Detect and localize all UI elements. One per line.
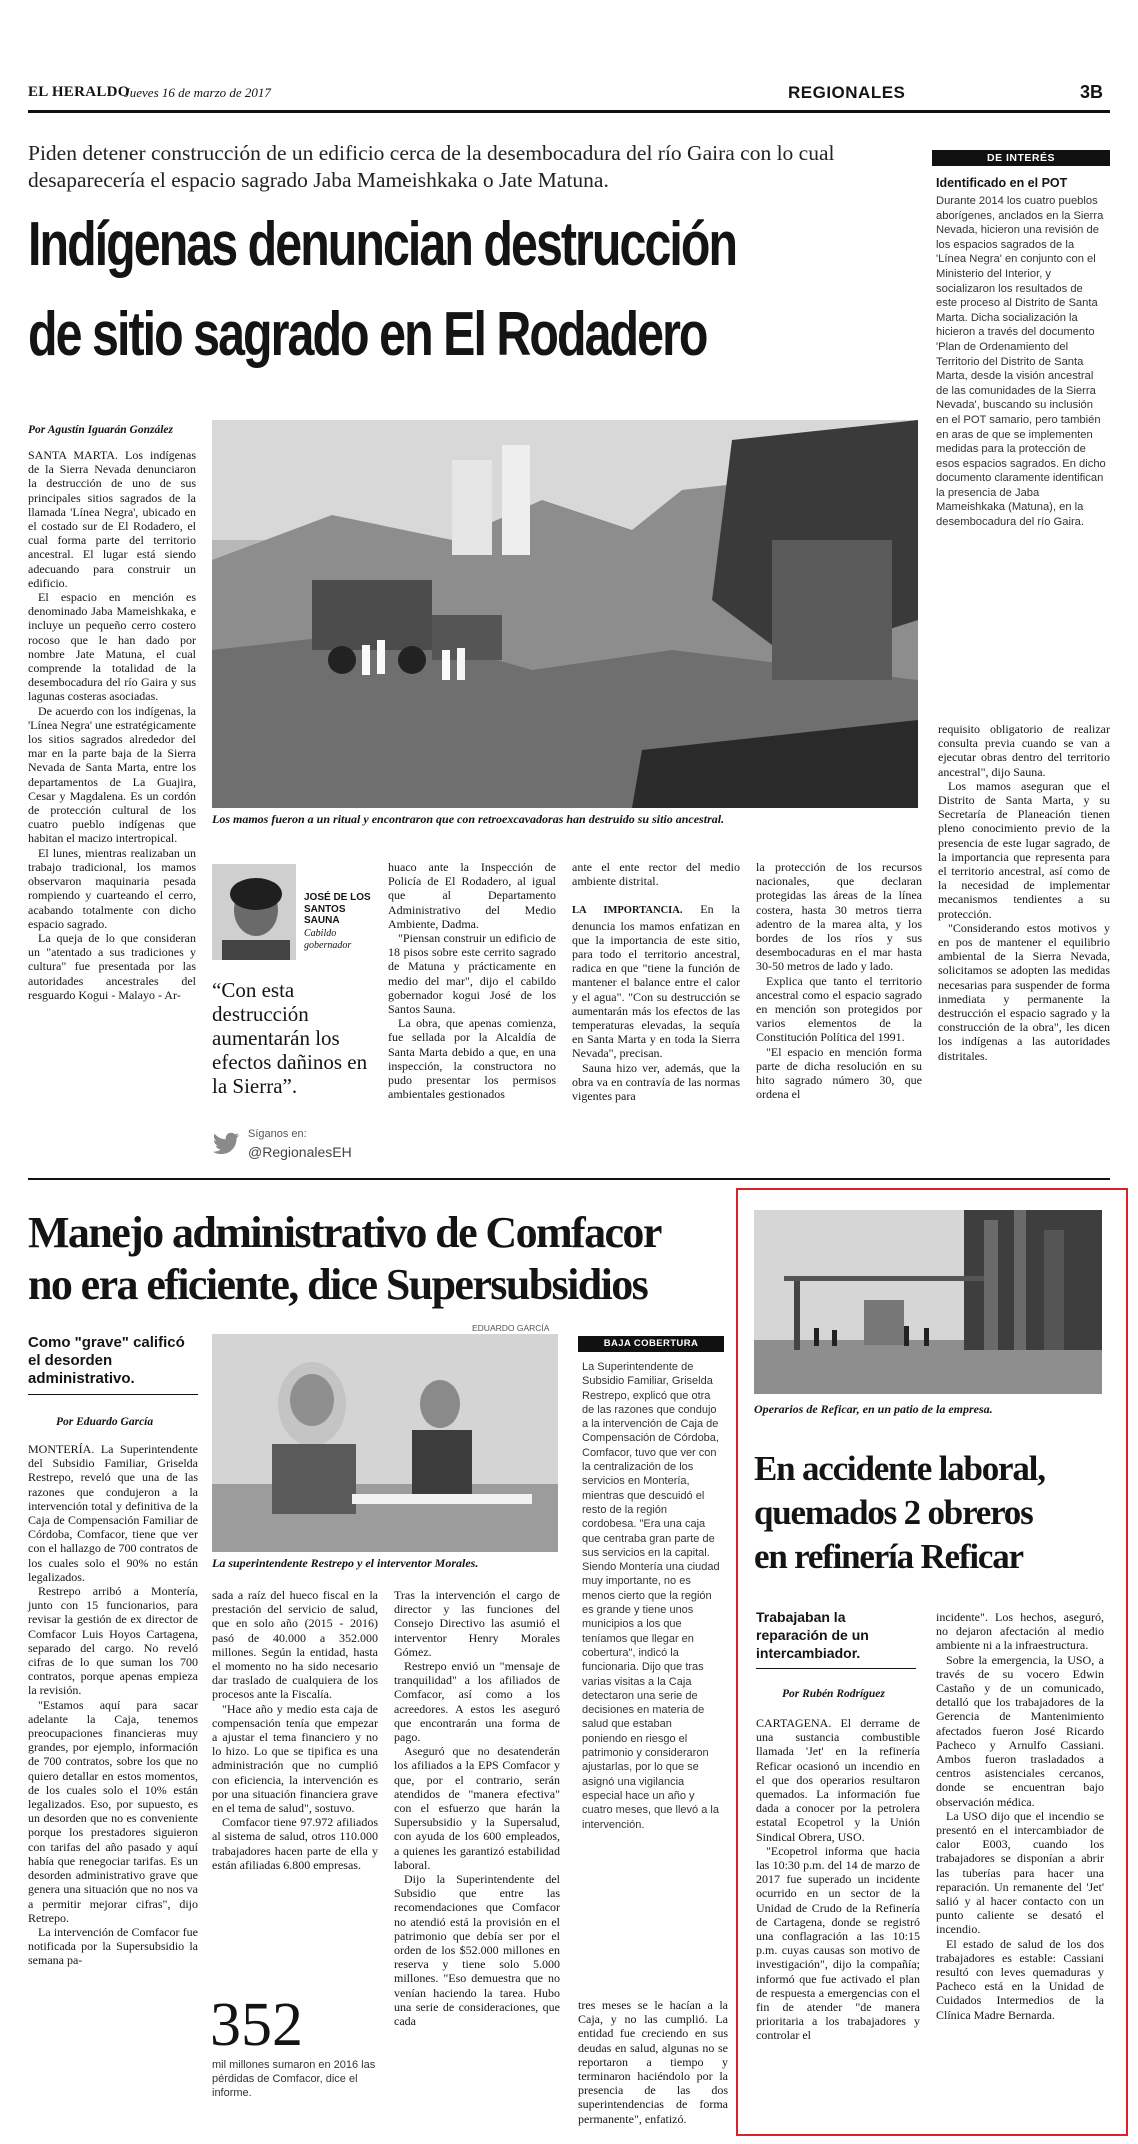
- sidebar-box: [932, 150, 1110, 680]
- story1-column-5: [756, 860, 922, 1101]
- sidebar-label: DE INTERÉS: [932, 150, 1110, 166]
- story1-para: Explica que tanto el territorio ancestral como el espacio sagrado en mención son protegidos por varios elementos de la Constitución Política del 1991.: [756, 973, 922, 1045]
- story1-para: "Considerando estos motivos y en pos de mantener el equilibrio ambiental de la Sierra Nevada, solicitamos se adopten las medidas necesarias para suspender de forma inmediata y permanente la destrucción el espacio sagrado y la construcción de la obra", les dicen los indígenas a las autoridades distritales.: [938, 920, 1110, 1063]
- story2-headline-line2: no era eficiente, dice Supersubsidios: [28, 1260, 648, 1309]
- story2-para: tres meses se le hacían a la Caja, y no las cumplió. La entidad fue creciendo en sus deudas en salud, algunas no se reportaron a tiempo y terminaron haciéndolo por la presencia de las dos superintendencias de forma permanente", enfatizó.: [578, 1998, 728, 2126]
- story3-column-2: [936, 1610, 1104, 2022]
- section-name: REGIONALES: [788, 83, 906, 102]
- story2-para: Restrepo envió un "mensaje de tranquilidad" a los afiliados de Comfacor, así como a los acreedores. A estos les aseguró que encontrarán una forma de pago.: [394, 1659, 560, 1745]
- story2-deck: Como "grave" calificó el desorden administrativo.: [28, 1334, 185, 1387]
- sidebar-text: Durante 2014 los cuatro pueblos aborígenes, anclados en la Sierra Nevada, hicieron una revisión de los espacios sagrados de la 'Línea Negra' en conjunto con el Ministerio del Interior, y socializaron los resultados de este proceso al Distrito de Santa Marta. Dicha socialización la hicieron a través del documento 'Plan de Ordenamiento del Territorio del Distrito de Santa Marta, desde la visión ancestral de las comunidades de la Sierra Nevada', buscando su inclusión en el POT samario, pero también en aras de que se implementen medidas para la protección de esos espacios sagrados. En dicho documento claramente identifican la presencia de Jaba Mameishkaka (Matuna), en la desembocadura del río Gaira.: [936, 195, 1106, 529]
- quote-speaker-role: Cabildo gobernador: [304, 928, 352, 951]
- story3-column-1: [756, 1716, 920, 2043]
- deck-rule: [756, 1668, 916, 1669]
- sidebar-title: Identificado en el POT: [936, 176, 1068, 190]
- header-rule: [28, 110, 1110, 113]
- story1-headline-line1: Indígenas denuncian destrucción: [28, 210, 737, 279]
- info-box-text: La Superintendente de Subsidio Familiar, Griselda Restrepo, explicó que otra de las razones que condujo a la intervención de Caja de Compensación de Córdoba, Comfacor, tuvo que ver con la centralización de los servicios en Montería, mientras que descuidó el resto de la región cordobesa. "Era una caja que centraba gran parte de sus servicios en la capital. Siendo Montería una ciudad muy importante, no es menos cierto que la región es grande y tiene unos municipios a los que teníamos que llegar en cobertura", indicó la funcionaria. Dijo que tras varias visitas a la Caja detectaron una serie de decisiones en materia de salud que estaban poniendo en riesgo el patrimonio y consideraron ajustarlas, por lo que se asignó una vigilancia especial hace un año y cuatro meses, que llevó a la intervención.: [582, 1361, 720, 1831]
- story3-deck: Trabajaban la reparación de un intercambiador.: [756, 1609, 869, 1661]
- story3-photo: [754, 1210, 1102, 1394]
- story3-headline: [754, 1448, 1104, 1598]
- story2-column-3: [394, 1588, 560, 2028]
- story-divider: [28, 1178, 1110, 1180]
- story1-column-3: [388, 860, 556, 1101]
- story1-headline-line2: de sitio sagrado en El Rodadero: [28, 300, 707, 369]
- story1-para: El lunes, mientras realizaban un trabajo tradicional, los mamos observaron maquinaria pesada rompiendo y cuarteando el cerro, acabando totalmente con dicho espacio sagrado.: [28, 845, 196, 931]
- pull-quote: [212, 860, 372, 1170]
- story2-para: La intervención de Comfacor fue notificada por la Supersubsidio la semana pa-: [28, 1924, 198, 1968]
- story1-column-1: [28, 448, 196, 1002]
- story2-headline-line1: Manejo administrativo de Comfacor: [28, 1208, 661, 1257]
- story1-photo-caption: Los mamos fueron a un ritual y encontraron que con retroexcavadoras han destruido su sitio ancestral.: [212, 812, 725, 826]
- story2-para: Tras la intervención el cargo de director y las funciones del Consejo Directivo las asumió el interventor Henry Morales Gómez.: [394, 1588, 560, 1659]
- story1-para: [572, 902, 740, 1060]
- speaker-portrait: [212, 864, 296, 960]
- story2-para: "Hace año y medio esta caja de compensación tenía que empezar a ajustar el tema financiero y no lo hizo. Lo que se tipifica es una administración que no cumplió con eficiencia, la intervención es por una situación financiera grave en el tema de salud", sostuvo.: [212, 1701, 378, 1816]
- story2-column-2: [212, 1588, 378, 1872]
- big-number: 352: [210, 1991, 303, 2059]
- story2-para: "Estamos aquí para sacar adelante la Caja, tenemos preocupaciones financieras muy grandes, por ejemplo, información de 700 contratos, sobre los que no quiero detallar en estos momentos, de los cuales solo el 10% están legalizados. Eso, por supuesto, es un desorden que no es conveniente porque los prestadores siguieron con tarifas del año pasado y aquí había que renegociar tarifas. Es un desorden administrativo grave que genera una situación que no nos va a permitir mejorar cifras", dijo Retrepo.: [28, 1697, 198, 1925]
- story3-para: El estado de salud de los dos trabajadores es estable: Cassiani resultó con leves quemaduras y Pacheco está en la Unidad de Cuidados Intermedios de la Clínica Madre Bernarda.: [936, 1936, 1104, 2022]
- story1-para: ante el ente rector del medio ambiente distrital.: [572, 860, 740, 889]
- story1-para: la protección de los recursos nacionales, que declaran protegidas las áreas de la línea costera, hasta 30 metros tierra adentro de la marea alta, y los bordes de los ríos y sus desembocaduras en el mar hasta 30-50 metros de lado y lado.: [756, 860, 922, 974]
- issue-date: Jueves 16 de marzo de 2017: [124, 85, 271, 100]
- page-number: 3B: [1080, 82, 1104, 102]
- story1-para: La queja de lo que consideran un "atentado a sus tradiciones y cultura" fue presentada por las autoridades ancestrales del resguardo Kogui - Malayo - Ar-: [28, 930, 196, 1002]
- follow-label: Síganos en:: [248, 1128, 307, 1140]
- story3-photo-caption: Operarios de Reficar, en un patio de la empresa.: [754, 1402, 993, 1416]
- story1-headline: [28, 210, 928, 400]
- story1-para: huaco ante la Inspección de Policía de El Rodadero, al igual que al Departamento Administrativo del Medio Ambiente, Dadma.: [388, 860, 556, 931]
- story2-para: Comfacor tiene 97.972 afiliados al sistema de salud, otros 110.000 trabajadores hacen parte de ella y están afiliadas 6.800 empresas.: [212, 1815, 378, 1872]
- portrait-image: [212, 864, 296, 960]
- story2-column-4: [578, 1998, 728, 2126]
- info-box: [578, 1336, 724, 1936]
- refinery-image: [754, 1210, 1102, 1394]
- story2-para: Restrepo arribó a Montería, junto con 15 funcionarios, para revisar la gestión de ex director de Comfacor Luis Hoyos Cartagena, separado del cargo. No reveló cifras de lo que suman los 700 contratos, porque apenas empieza la revisión.: [28, 1584, 198, 1698]
- story1-para: requisito obligatorio de realizar consulta previa cuando se van a ejecutar obras dentro del territorio ancestral", dijo Sauna.: [938, 722, 1110, 779]
- story2-photo-credit: EDUARDO GARCÍA: [472, 1323, 550, 1333]
- story3-headline-line1: En accidente laboral,: [754, 1449, 1045, 1488]
- story2-column-1: [28, 1442, 198, 1968]
- story2-photo: [212, 1334, 558, 1552]
- story2-para: MONTERÍA. La Superintendente del Subsidio Familiar, Griselda Restrepo, reveló que una de las razones que condujeron a la intervención total y definitiva de la Caja de Compensación Familiar de Córdoba, Comfacor, tiene que ver con el hallazgo de 700 contratos de los cuales solo el 90% no están legalizados.: [28, 1442, 198, 1584]
- officials-image: [212, 1334, 558, 1552]
- story2-para: sada a raíz del hueco fiscal en la prestación del servicio de salud, que en solo año (2015 - 2016) pasó de 40.000 a 352.000 millones. Según la entidad, hasta el momento no ha sido necesario dar traslado de cualquiera de los procesos ante la Fiscalía.: [212, 1588, 378, 1702]
- story3-para: Sobre la emergencia, la USO, a través de su vocero Edwin Castaño y de un comunicado, detalló que los trabajadores de la Gerencia de Mantenimiento afectados fueron José Ricardo Pacheco y Arnulfo Cassiani. Ambos fueron trasladados a centros asistenciales cercanos, donde se encuentran bajo observación médica.: [936, 1652, 1104, 1809]
- story2-para: Dijo la Superintendente del Subsidio que entre las recomendaciones que Comfacor no atendió está la provisión en el patrimonio que debía ser por el orden de los $52.000 millones en reserva y tiene solo 5.000 millones. "Eso demuestra que no venían haciendo la tarea. Hubo una serie de consideraciones, que cada: [394, 1872, 560, 2029]
- masthead: [28, 84, 1110, 112]
- story3-para: CARTAGENA. El derrame de una sustancia combustible llamada 'Jet' en la refinería Reficar ocasionó un incendio en el que dos operarios resultaron quemados. La información fue dada a conocer por la petrolera estatal Ecopetrol y la Unión Sindical Obrera, USO.: [756, 1716, 920, 1844]
- story1-para: De acuerdo con los indígenas, la 'Línea Negra' une estratégicamente los sitios sagrados alrededor del mar en la parte baja de la Sierra Nevada de Santa Marta, entre los departamentos de La Guajira, Cesar y Magdalena. Es un cordón de protección cultural de los cuatro pueblo indígenas que habitan el macizo intertropical.: [28, 703, 196, 846]
- story1-column-4: [572, 860, 740, 1103]
- story3-byline: Por Rubén Rodríguez: [782, 1688, 885, 1700]
- story3-para: "Ecopetrol informa que hacia las 10:30 p.m. del 14 de marzo de 2017 fue superado un incidente ocurrido en un sector de la Unidad de Crudo de la Refinería de Cartagena, donde se registró una conflagración a las 10:15 p.m. cuyas causas son motivo de investigación", dijo la compañía; informó que fue activado el plan de respuesta a emergencias con el fin de atender "de manera prioritaria a los trabajadores y controlar el: [756, 1843, 920, 2043]
- subhead-label: LA IMPORTANCIA.: [572, 905, 683, 917]
- story1-para: Los mamos aseguran que el Distrito de Santa Marta, y su Secretaría de Planeación tienen pleno conocimiento previo de la presencia de este lugar sagrado, de la importancia que representa para el territorio ancestral, así como de la necesidad de implementar mecanismos tendientes a su protección.: [938, 778, 1110, 921]
- story1-para: El espacio en mención es denominado Jaba Mameishkaka, e incluye un pequeño cerro costero rocoso que le han dado por nombre Jate Matuna, el cual comprende la totalidad de la desembocadura del río Gaira y sus lagunas costeras asociadas.: [28, 590, 196, 704]
- story1-deck: Piden detener construcción de un edificio cerca de la desembocadura del río Gaira con lo cual desaparecería el espacio sagrado Jaba Mameishkaka o Jate Matuna.: [28, 141, 835, 192]
- story1-para: La obra, que apenas comienza, fue sellada por la Alcaldía de Santa Marta debido a que, en una inspección, la constructora no pudo presentar los permisos ambientales gestionados: [388, 1016, 556, 1102]
- story1-column-6: [938, 722, 1110, 1063]
- story3-headline-line3: en refinería Reficar: [754, 1537, 1023, 1576]
- quote-text: “Con esta destrucción aumentarán los efectos dañinos en la Sierra”.: [212, 978, 368, 1098]
- story2-headline: [28, 1208, 748, 1318]
- story1-para-text: En la denuncia los mamos enfatizan en que la importancia de este sitio, para todo el territorio ancestral, radica en que "tiene la función de mantener el balance entre el calor y el agua". "Con su destrucción se aumentarán más los efectos de las temperaturas elevadas, la sequía en Santa Marta y en toda la Sierra Nevada", precisan.: [572, 902, 740, 1061]
- construction-site-image: [212, 420, 918, 808]
- quote-speaker-name: JOSÉ DE LOS SANTOS SAUNA: [304, 892, 371, 926]
- story2-byline: Por Eduardo García: [56, 1416, 154, 1428]
- story3-para: La USO dijo que el incendio se presentó en el intercambiador de calor E003, cuando los trabajadores se disponían a abrir las tuberías para hacer una reparación. Un remanente del 'Jet' salió y al hacer contacto con un punto caliente se desató el incendio.: [936, 1808, 1104, 1937]
- story3-headline-line2: quemados 2 obreros: [754, 1493, 1033, 1532]
- paper-name: EL HERALDO: [28, 84, 130, 100]
- twitter-handle[interactable]: @RegionalesEH: [248, 1144, 352, 1160]
- story1-para: Sauna hizo ver, además, que la obra va en contravía de las normas vigentes para: [572, 1060, 740, 1104]
- story1-para: SANTA MARTA. Los indígenas de la Sierra Nevada denunciaron la destrucción de uno de sus principales sitios sagrados de la llamada 'Línea Negra', ubicado en el costado sur de El Rodadero, el cual forma parte del territorio ancestral. El lugar está siendo adecuando para construir un edificio.: [28, 448, 196, 590]
- story2-photo-caption: La superintendente Restrepo y el interventor Morales.: [212, 1556, 479, 1570]
- big-number-text: mil millones sumaron en 2016 las pérdidas de Comfacor, dice el informe.: [212, 2059, 376, 2099]
- story1-para: "Piensan construir un edificio de 18 pisos sobre este cerrito sagrado de Matuna y prácticamente en medio del mar", dijo el cabildo gobernador kogui José de los Santos Sauna.: [388, 931, 556, 1017]
- story3-para: incidente". Los hechos, aseguró, no dejaron afectación al medio ambiente ni a la infraestructura.: [936, 1610, 1104, 1653]
- story1-photo: [212, 420, 918, 808]
- story1-byline: Por Agustín Iguarán González: [28, 424, 173, 436]
- twitter-icon: [212, 1132, 240, 1154]
- deck-rule: [28, 1394, 198, 1395]
- info-box-label: BAJA COBERTURA: [578, 1336, 724, 1352]
- story2-para: Aseguró que no desatenderán los afiliados a la EPS Comfacor y que, por el contrario, serán atendidos de "manera efectiva" con el esfuerzo que harán la Supersubsidio y la Supersalud, con ayuda de los 600 empleados, a quienes les garantizó estabilidad laboral.: [394, 1744, 560, 1872]
- story1-para: "El espacio en mención forma parte de dicha resolución en su hito sagrado número 30, que ordena el: [756, 1044, 922, 1102]
